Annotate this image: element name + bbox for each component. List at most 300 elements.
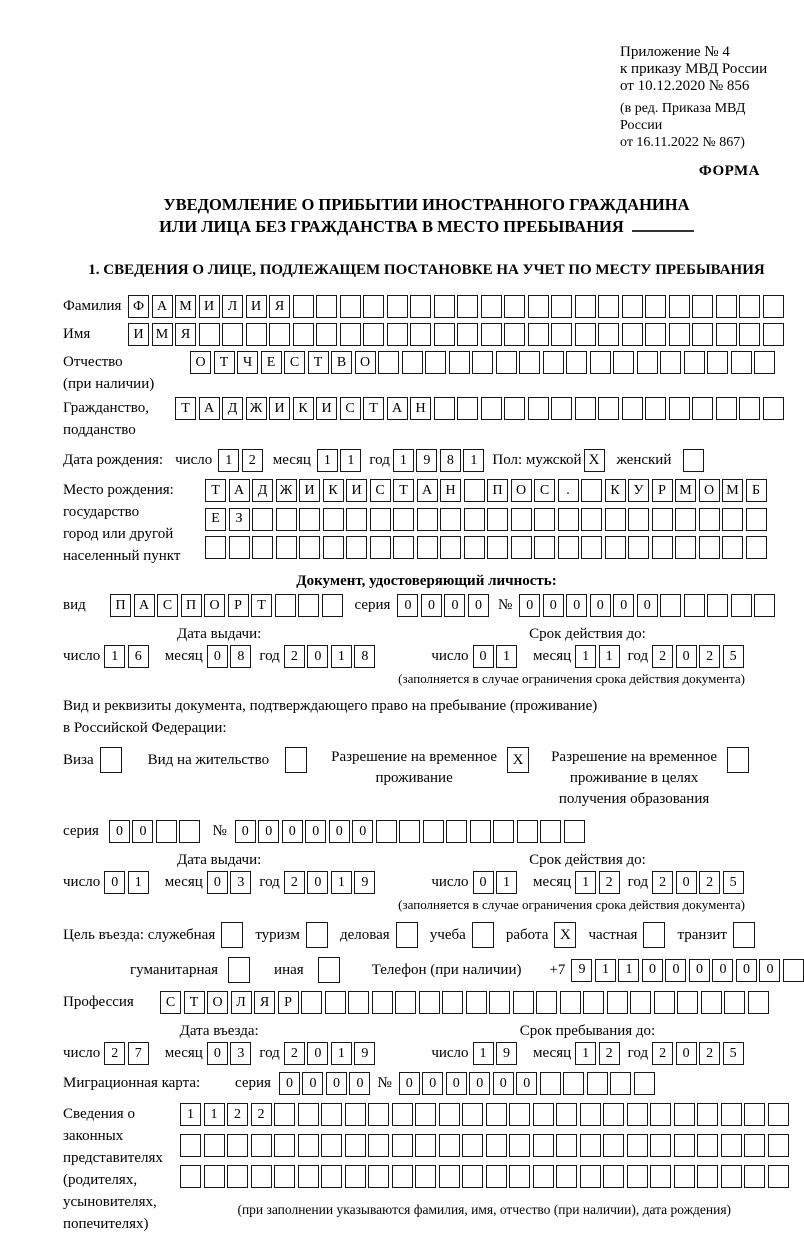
form-cell[interactable]: Д — [252, 479, 273, 502]
form-cell[interactable] — [627, 1134, 648, 1157]
form-cell[interactable] — [768, 1165, 789, 1188]
form-cell[interactable]: 1 — [331, 645, 352, 668]
form-cell[interactable] — [204, 1165, 225, 1188]
form-cell[interactable] — [519, 351, 540, 374]
form-cell[interactable] — [276, 508, 297, 531]
form-cell[interactable]: 0 — [421, 594, 442, 617]
form-cell[interactable] — [536, 991, 557, 1014]
form-cell[interactable] — [587, 1072, 608, 1095]
form-cell[interactable] — [462, 1134, 483, 1157]
form-cell[interactable]: 0 — [104, 871, 125, 894]
form-cell[interactable] — [439, 1103, 460, 1126]
form-cell[interactable] — [493, 820, 514, 843]
form-cell[interactable]: Н — [440, 479, 461, 502]
citizenship-cells[interactable] — [175, 397, 784, 420]
form-cell[interactable] — [748, 991, 769, 1014]
form-cell[interactable] — [204, 1134, 225, 1157]
form-cell[interactable] — [744, 1134, 765, 1157]
form-cell[interactable] — [368, 1165, 389, 1188]
form-cell[interactable] — [763, 323, 784, 346]
purpose-business-checkbox[interactable] — [396, 922, 418, 948]
stay-month-cells[interactable] — [575, 1042, 620, 1065]
form-cell[interactable] — [346, 536, 367, 559]
birthplace-cells-row1[interactable] — [205, 479, 767, 502]
form-cell[interactable] — [246, 323, 267, 346]
form-cell[interactable] — [410, 295, 431, 318]
form-cell[interactable]: К — [605, 479, 626, 502]
form-cell[interactable]: 0 — [132, 820, 153, 843]
form-cell[interactable]: П — [110, 594, 131, 617]
form-cell[interactable] — [652, 536, 673, 559]
form-cell[interactable] — [449, 351, 470, 374]
form-cell[interactable] — [533, 1134, 554, 1157]
form-cell[interactable] — [387, 295, 408, 318]
purpose-official-checkbox[interactable] — [221, 922, 243, 948]
form-cell[interactable] — [580, 1134, 601, 1157]
form-cell[interactable] — [252, 508, 273, 531]
form-cell[interactable]: 0 — [566, 594, 587, 617]
form-cell[interactable]: Б — [746, 479, 767, 502]
form-cell[interactable] — [462, 1165, 483, 1188]
form-cell[interactable]: М — [675, 479, 696, 502]
form-cell[interactable] — [392, 1165, 413, 1188]
representatives-cells-row2[interactable] — [180, 1134, 789, 1157]
residence-permit-checkbox[interactable] — [285, 747, 307, 773]
form-cell[interactable] — [370, 508, 391, 531]
form-cell[interactable] — [487, 536, 508, 559]
form-cell[interactable]: 9 — [416, 449, 437, 472]
form-cell[interactable] — [603, 1165, 624, 1188]
form-cell[interactable] — [533, 1103, 554, 1126]
form-cell[interactable]: 0 — [446, 1072, 467, 1095]
form-cell[interactable]: 0 — [397, 594, 418, 617]
form-cell[interactable] — [697, 1103, 718, 1126]
form-cell[interactable]: . — [558, 479, 579, 502]
form-cell[interactable] — [627, 1103, 648, 1126]
form-cell[interactable] — [607, 991, 628, 1014]
form-cell[interactable] — [684, 351, 705, 374]
form-cell[interactable] — [345, 1165, 366, 1188]
form-cell[interactable]: Т — [175, 397, 196, 420]
form-cell[interactable]: А — [229, 479, 250, 502]
form-cell[interactable] — [415, 1103, 436, 1126]
form-cell[interactable] — [293, 295, 314, 318]
form-cell[interactable]: М — [722, 479, 743, 502]
form-cell[interactable] — [370, 536, 391, 559]
form-cell[interactable]: 1 — [204, 1103, 225, 1126]
iddoc-valid-year-cells[interactable] — [652, 645, 744, 668]
form-cell[interactable]: 0 — [665, 959, 686, 982]
form-cell[interactable]: 0 — [493, 1072, 514, 1095]
form-cell[interactable]: 6 — [128, 645, 149, 668]
form-cell[interactable] — [716, 295, 737, 318]
form-cell[interactable]: 9 — [496, 1042, 517, 1065]
purpose-transit-checkbox[interactable] — [733, 922, 755, 948]
form-cell[interactable] — [511, 508, 532, 531]
form-cell[interactable] — [622, 397, 643, 420]
form-cell[interactable]: 1 — [599, 645, 620, 668]
form-cell[interactable]: 1 — [463, 449, 484, 472]
form-cell[interactable]: И — [316, 397, 337, 420]
form-cell[interactable]: 0 — [258, 820, 279, 843]
form-cell[interactable]: 0 — [676, 1042, 697, 1065]
form-cell[interactable] — [156, 820, 177, 843]
form-cell[interactable] — [462, 1103, 483, 1126]
form-cell[interactable]: 0 — [590, 594, 611, 617]
form-cell[interactable] — [763, 397, 784, 420]
form-cell[interactable]: 0 — [207, 645, 228, 668]
form-cell[interactable] — [739, 323, 760, 346]
form-cell[interactable]: 0 — [689, 959, 710, 982]
form-cell[interactable]: В — [331, 351, 352, 374]
form-cell[interactable] — [701, 991, 722, 1014]
form-cell[interactable] — [323, 508, 344, 531]
form-cell[interactable] — [513, 991, 534, 1014]
form-cell[interactable] — [650, 1165, 671, 1188]
form-cell[interactable] — [298, 1103, 319, 1126]
form-cell[interactable] — [489, 991, 510, 1014]
form-cell[interactable] — [605, 536, 626, 559]
form-cell[interactable] — [528, 323, 549, 346]
form-cell[interactable] — [179, 820, 200, 843]
form-cell[interactable] — [528, 397, 549, 420]
form-cell[interactable]: С — [160, 991, 181, 1014]
form-cell[interactable] — [540, 820, 561, 843]
form-cell[interactable] — [744, 1103, 765, 1126]
form-cell[interactable] — [731, 351, 752, 374]
form-cell[interactable] — [580, 1103, 601, 1126]
temp-residence-education-checkbox[interactable] — [727, 747, 749, 773]
form-cell[interactable]: 1 — [104, 645, 125, 668]
form-cell[interactable]: Т — [363, 397, 384, 420]
form-cell[interactable] — [325, 991, 346, 1014]
form-cell[interactable] — [321, 1165, 342, 1188]
form-cell[interactable] — [603, 1134, 624, 1157]
form-cell[interactable]: Е — [261, 351, 282, 374]
form-cell[interactable] — [316, 323, 337, 346]
form-cell[interactable] — [293, 323, 314, 346]
form-cell[interactable]: З — [229, 508, 250, 531]
form-cell[interactable]: Ч — [237, 351, 258, 374]
form-cell[interactable] — [692, 397, 713, 420]
form-cell[interactable]: М — [152, 323, 173, 346]
form-cell[interactable]: С — [534, 479, 555, 502]
form-cell[interactable]: 0 — [207, 1042, 228, 1065]
entry-year-cells[interactable] — [284, 1042, 376, 1065]
form-cell[interactable] — [392, 1103, 413, 1126]
form-cell[interactable] — [669, 295, 690, 318]
form-cell[interactable]: 0 — [516, 1072, 537, 1095]
form-cell[interactable] — [387, 323, 408, 346]
migration-series-cells[interactable] — [279, 1072, 371, 1095]
form-cell[interactable] — [627, 1165, 648, 1188]
form-cell[interactable]: 0 — [302, 1072, 323, 1095]
form-cell[interactable] — [410, 323, 431, 346]
form-cell[interactable] — [517, 820, 538, 843]
form-cell[interactable] — [481, 295, 502, 318]
form-cell[interactable]: Т — [205, 479, 226, 502]
form-cell[interactable]: О — [355, 351, 376, 374]
form-cell[interactable] — [598, 323, 619, 346]
iddoc-issue-month-cells[interactable] — [207, 645, 252, 668]
form-cell[interactable]: 1 — [595, 959, 616, 982]
form-cell[interactable] — [634, 1072, 655, 1095]
form-cell[interactable]: О — [190, 351, 211, 374]
form-cell[interactable] — [464, 536, 485, 559]
form-cell[interactable]: 0 — [444, 594, 465, 617]
form-cell[interactable]: 0 — [759, 959, 780, 982]
form-cell[interactable] — [481, 397, 502, 420]
form-cell[interactable] — [645, 295, 666, 318]
form-cell[interactable] — [298, 1165, 319, 1188]
form-cell[interactable] — [692, 295, 713, 318]
form-cell[interactable] — [251, 1165, 272, 1188]
form-cell[interactable]: 0 — [468, 594, 489, 617]
doc-series-cells[interactable] — [397, 594, 489, 617]
form-cell[interactable] — [622, 323, 643, 346]
form-cell[interactable] — [363, 323, 384, 346]
form-cell[interactable] — [580, 1165, 601, 1188]
birthplace-cells-row2[interactable] — [205, 508, 767, 531]
form-cell[interactable] — [707, 351, 728, 374]
form-cell[interactable] — [509, 1165, 530, 1188]
form-cell[interactable]: И — [269, 397, 290, 420]
form-cell[interactable] — [496, 351, 517, 374]
form-cell[interactable]: 0 — [307, 645, 328, 668]
form-cell[interactable]: 0 — [422, 1072, 443, 1095]
temp-residence-checkbox[interactable]: X — [507, 747, 529, 773]
purpose-work-checkbox[interactable]: X — [554, 922, 576, 948]
form-cell[interactable]: 0 — [712, 959, 733, 982]
form-cell[interactable] — [395, 991, 416, 1014]
form-cell[interactable] — [346, 508, 367, 531]
form-cell[interactable] — [534, 536, 555, 559]
form-cell[interactable] — [654, 991, 675, 1014]
representatives-cells-row3[interactable] — [180, 1165, 789, 1188]
form-cell[interactable] — [504, 323, 525, 346]
form-cell[interactable] — [754, 594, 775, 617]
form-cell[interactable]: А — [417, 479, 438, 502]
form-cell[interactable]: 0 — [109, 820, 130, 843]
form-cell[interactable] — [575, 323, 596, 346]
form-cell[interactable]: Я — [269, 295, 290, 318]
form-cell[interactable]: 8 — [440, 449, 461, 472]
form-cell[interactable] — [299, 508, 320, 531]
form-cell[interactable]: 1 — [496, 871, 517, 894]
form-cell[interactable] — [583, 991, 604, 1014]
phone-cells[interactable] — [571, 959, 804, 982]
form-cell[interactable]: Р — [278, 991, 299, 1014]
form-cell[interactable]: У — [628, 479, 649, 502]
form-cell[interactable] — [434, 295, 455, 318]
resdoc-valid-year-cells[interactable] — [652, 871, 744, 894]
form-cell[interactable] — [613, 351, 634, 374]
form-cell[interactable] — [716, 397, 737, 420]
form-cell[interactable]: И — [246, 295, 267, 318]
form-cell[interactable] — [417, 536, 438, 559]
form-cell[interactable] — [669, 323, 690, 346]
form-cell[interactable] — [603, 1103, 624, 1126]
form-cell[interactable] — [768, 1134, 789, 1157]
form-cell[interactable] — [581, 508, 602, 531]
form-cell[interactable] — [551, 295, 572, 318]
form-cell[interactable] — [321, 1103, 342, 1126]
form-cell[interactable] — [528, 295, 549, 318]
form-cell[interactable] — [368, 1134, 389, 1157]
form-cell[interactable] — [322, 594, 343, 617]
iddoc-issue-day-cells[interactable] — [104, 645, 149, 668]
doc-number-cells[interactable] — [519, 594, 775, 617]
form-cell[interactable] — [446, 820, 467, 843]
form-cell[interactable] — [746, 508, 767, 531]
form-cell[interactable]: 1 — [317, 449, 338, 472]
birthplace-cells-row3[interactable] — [205, 536, 767, 559]
doc-type-cells[interactable] — [110, 594, 343, 617]
form-cell[interactable] — [378, 351, 399, 374]
form-cell[interactable] — [504, 397, 525, 420]
form-cell[interactable] — [551, 323, 572, 346]
form-cell[interactable] — [457, 323, 478, 346]
form-cell[interactable]: Е — [205, 508, 226, 531]
form-cell[interactable]: 0 — [676, 871, 697, 894]
form-cell[interactable]: 0 — [329, 820, 350, 843]
form-cell[interactable] — [402, 351, 423, 374]
iddoc-issue-year-cells[interactable] — [284, 645, 376, 668]
form-cell[interactable] — [486, 1165, 507, 1188]
form-cell[interactable] — [316, 295, 337, 318]
form-cell[interactable] — [551, 397, 572, 420]
form-cell[interactable] — [669, 397, 690, 420]
migration-number-cells[interactable] — [399, 1072, 655, 1095]
form-cell[interactable] — [229, 536, 250, 559]
form-cell[interactable] — [598, 295, 619, 318]
form-cell[interactable]: 2 — [699, 871, 720, 894]
form-cell[interactable] — [509, 1134, 530, 1157]
form-cell[interactable] — [227, 1165, 248, 1188]
form-cell[interactable]: Т — [214, 351, 235, 374]
form-cell[interactable] — [722, 536, 743, 559]
form-cell[interactable]: Ж — [276, 479, 297, 502]
form-cell[interactable] — [650, 1103, 671, 1126]
form-cell[interactable] — [534, 508, 555, 531]
form-cell[interactable] — [415, 1134, 436, 1157]
form-cell[interactable] — [298, 1134, 319, 1157]
form-cell[interactable]: А — [134, 594, 155, 617]
form-cell[interactable]: 1 — [575, 871, 596, 894]
representatives-cells-row1[interactable] — [180, 1103, 789, 1126]
form-cell[interactable] — [739, 295, 760, 318]
form-cell[interactable]: 2 — [652, 871, 673, 894]
form-cell[interactable] — [269, 323, 290, 346]
form-cell[interactable] — [423, 820, 444, 843]
form-cell[interactable]: 0 — [352, 820, 373, 843]
form-cell[interactable]: А — [152, 295, 173, 318]
form-cell[interactable] — [439, 1134, 460, 1157]
form-cell[interactable] — [722, 508, 743, 531]
form-cell[interactable] — [692, 323, 713, 346]
form-cell[interactable] — [590, 351, 611, 374]
form-cell[interactable]: 9 — [354, 871, 375, 894]
form-cell[interactable]: П — [487, 479, 508, 502]
form-cell[interactable] — [180, 1134, 201, 1157]
form-cell[interactable] — [652, 508, 673, 531]
form-cell[interactable] — [566, 351, 587, 374]
form-cell[interactable] — [556, 1134, 577, 1157]
form-cell[interactable] — [252, 536, 273, 559]
form-cell[interactable] — [558, 536, 579, 559]
resdoc-issue-month-cells[interactable] — [207, 871, 252, 894]
form-cell[interactable] — [486, 1134, 507, 1157]
form-cell[interactable] — [425, 351, 446, 374]
form-cell[interactable]: О — [204, 594, 225, 617]
form-cell[interactable] — [511, 536, 532, 559]
form-cell[interactable]: К — [323, 479, 344, 502]
resdoc-series-cells[interactable] — [109, 820, 201, 843]
form-cell[interactable] — [180, 1165, 201, 1188]
form-cell[interactable] — [783, 959, 804, 982]
form-cell[interactable] — [415, 1165, 436, 1188]
form-cell[interactable] — [323, 536, 344, 559]
iddoc-valid-day-cells[interactable] — [473, 645, 518, 668]
form-cell[interactable] — [540, 1072, 561, 1095]
form-cell[interactable] — [340, 323, 361, 346]
form-cell[interactable] — [674, 1165, 695, 1188]
form-cell[interactable]: О — [207, 991, 228, 1014]
form-cell[interactable] — [376, 820, 397, 843]
form-cell[interactable]: 0 — [637, 594, 658, 617]
form-cell[interactable]: 1 — [393, 449, 414, 472]
form-cell[interactable] — [509, 1103, 530, 1126]
form-cell[interactable] — [684, 594, 705, 617]
form-cell[interactable] — [721, 1103, 742, 1126]
form-cell[interactable] — [466, 991, 487, 1014]
form-cell[interactable]: Л — [222, 295, 243, 318]
form-cell[interactable] — [504, 295, 525, 318]
form-cell[interactable] — [739, 397, 760, 420]
form-cell[interactable] — [660, 351, 681, 374]
form-cell[interactable]: 2 — [599, 1042, 620, 1065]
form-cell[interactable]: Д — [222, 397, 243, 420]
form-cell[interactable]: Н — [410, 397, 431, 420]
form-cell[interactable]: 0 — [307, 1042, 328, 1065]
form-cell[interactable] — [650, 1134, 671, 1157]
form-cell[interactable]: 1 — [618, 959, 639, 982]
form-cell[interactable]: П — [181, 594, 202, 617]
form-cell[interactable] — [697, 1165, 718, 1188]
form-cell[interactable] — [301, 991, 322, 1014]
form-cell[interactable]: О — [699, 479, 720, 502]
resdoc-number-cells[interactable] — [235, 820, 585, 843]
patronymic-cells[interactable] — [190, 351, 775, 374]
form-cell[interactable]: К — [293, 397, 314, 420]
form-cell[interactable] — [275, 594, 296, 617]
form-cell[interactable] — [598, 397, 619, 420]
form-cell[interactable]: 0 — [207, 871, 228, 894]
form-cell[interactable]: 0 — [473, 871, 494, 894]
purpose-tourism-checkbox[interactable] — [306, 922, 328, 948]
form-cell[interactable]: 0 — [235, 820, 256, 843]
form-cell[interactable] — [368, 1103, 389, 1126]
form-cell[interactable]: Т — [251, 594, 272, 617]
form-cell[interactable] — [610, 1072, 631, 1095]
form-cell[interactable] — [575, 397, 596, 420]
form-cell[interactable] — [563, 1072, 584, 1095]
form-cell[interactable] — [340, 295, 361, 318]
form-cell[interactable]: И — [299, 479, 320, 502]
form-cell[interactable]: 9 — [354, 1042, 375, 1065]
form-cell[interactable]: 0 — [349, 1072, 370, 1095]
entry-month-cells[interactable] — [207, 1042, 252, 1065]
